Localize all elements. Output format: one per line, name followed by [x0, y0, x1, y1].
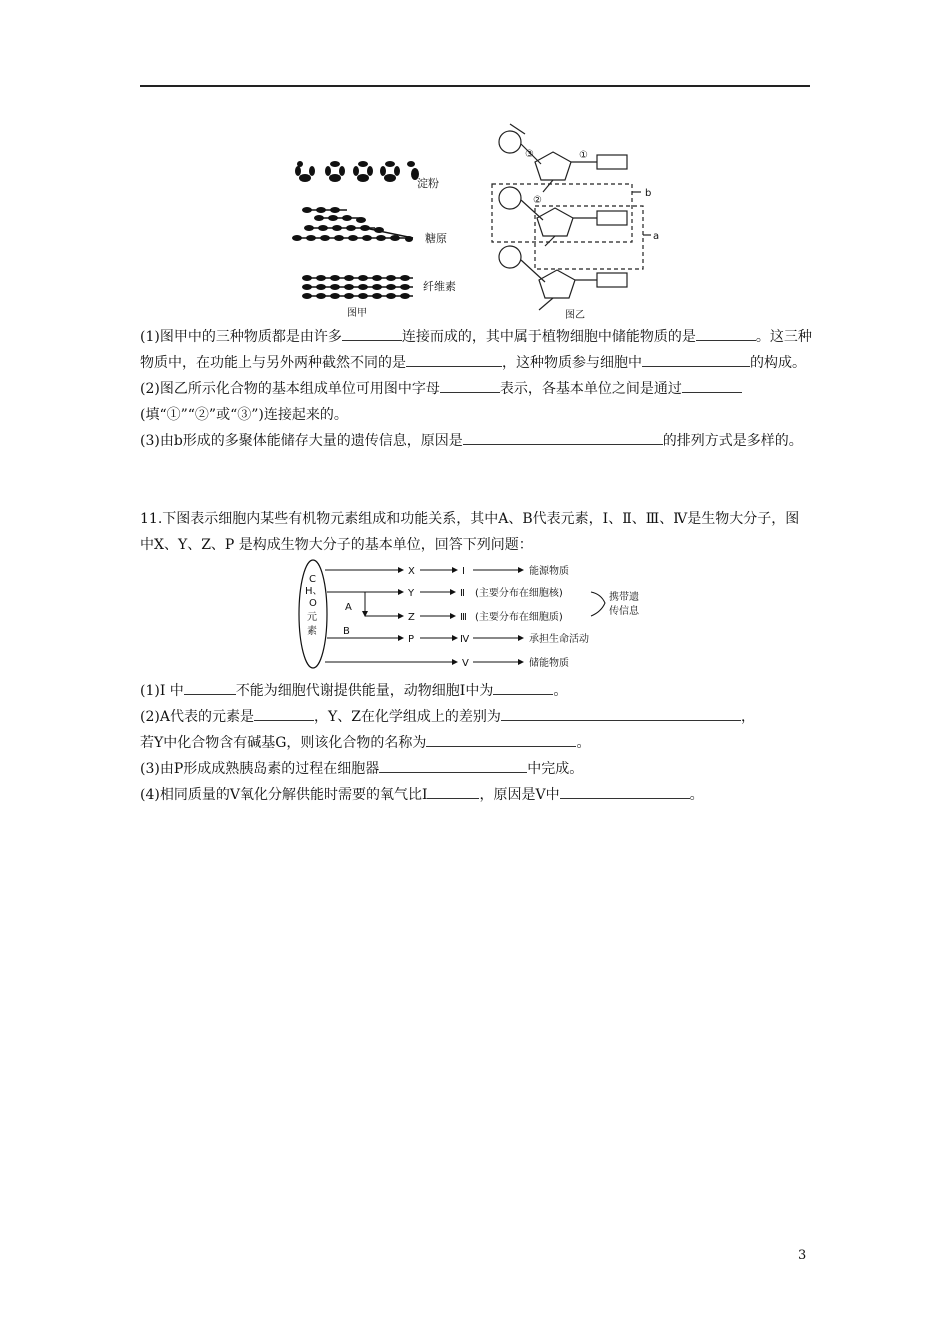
- starch-label: 淀粉: [417, 177, 439, 190]
- answer-blank[interactable]: [184, 678, 236, 695]
- answer-blank[interactable]: [696, 324, 756, 341]
- question-10-parts: [140, 324, 812, 454]
- svg-text:Ⅰ: Ⅰ: [462, 566, 465, 577]
- q10-part-3: (3)由b形成的多聚体能储存大量的遗传信息，原因是 的排列方式是多样的。: [140, 428, 812, 454]
- page-number: 3: [798, 1248, 807, 1263]
- svg-text:P: P: [408, 634, 415, 645]
- answer-blank[interactable]: [682, 376, 742, 393]
- cellulose-diagram: [302, 275, 413, 299]
- answer-blank[interactable]: [406, 350, 502, 367]
- svg-text:Ⅱ: Ⅱ: [460, 588, 465, 599]
- figure-b-caption: 图乙: [565, 310, 585, 321]
- answer-blank[interactable]: [463, 428, 663, 445]
- header-rule: [140, 85, 810, 87]
- svg-text:(主要分布在细胞核): (主要分布在细胞核): [475, 588, 563, 599]
- q11-intro-text: 11.下图表示细胞内某些有机物元素组成和功能关系，其中A、B代表元素，Ⅰ、Ⅱ、Ⅲ、Ⅳ是生物大分子，图中X、Y、Z、P 是构成生物大分子的基本单位，回答下列问题：: [140, 511, 800, 553]
- q10-part-1: (1)图甲中的三种物质都是由许多 连接而成的，其中属于植物细胞中储能物质的是 。这三种物质中，在功能上与另外两种截然不同的是 ，这种物质参与细胞中 的构成。: [140, 324, 812, 376]
- answer-blank[interactable]: [427, 782, 479, 799]
- element-A: A: [345, 602, 352, 613]
- q11-part-3: (3)由P形成成熟胰岛素的过程在细胞器 中完成。: [140, 756, 812, 782]
- glycogen-label: 糖原: [425, 232, 447, 245]
- starch-diagram: [295, 161, 419, 182]
- cellulose-label: 纤维素: [423, 280, 456, 293]
- element-B: B: [343, 626, 350, 637]
- marker-3: ③: [525, 149, 534, 160]
- marker-a: a: [653, 231, 660, 242]
- q11-part-2: (2)A代表的元素是 ，Y、Z在化学组成上的差别为 ，: [140, 704, 812, 730]
- svg-text:元: 元: [307, 612, 317, 623]
- q11-part-1: (1)Ⅰ 中 不能为细胞代谢提供能量，动物细胞Ⅰ中为 。: [140, 678, 812, 704]
- answer-blank[interactable]: [642, 350, 750, 367]
- answer-blank[interactable]: [501, 704, 741, 721]
- glycogen-diagram: [292, 207, 413, 242]
- question-11-intro: [140, 506, 812, 558]
- answer-blank[interactable]: [440, 376, 500, 393]
- svg-text:Ⅲ: Ⅲ: [460, 612, 467, 623]
- svg-text:Z: Z: [408, 612, 415, 623]
- figure-element-flow: [295, 558, 655, 674]
- figure-polysaccharide-nucleotide: [285, 120, 665, 325]
- svg-text:O: O: [309, 598, 317, 609]
- marker-2: ②: [533, 195, 542, 206]
- svg-text:Ⅴ: Ⅴ: [462, 658, 469, 669]
- question-11-parts: [140, 678, 812, 808]
- answer-blank[interactable]: [342, 324, 402, 341]
- svg-text:Y: Y: [408, 588, 415, 599]
- svg-text:承担生命活动: 承担生命活动: [529, 634, 589, 645]
- answer-blank[interactable]: [426, 730, 576, 747]
- svg-text:素: 素: [307, 626, 317, 637]
- svg-text:(主要分布在细胞质): (主要分布在细胞质): [475, 612, 563, 623]
- svg-text:携带遗: 携带遗: [609, 592, 639, 603]
- marker-b: b: [645, 188, 652, 199]
- svg-text:能源物质: 能源物质: [529, 566, 569, 577]
- q11-part-2b: 若Y中化合物含有碱基G，则该化合物的名称为 。: [140, 730, 812, 756]
- svg-text:X: X: [408, 566, 415, 577]
- q11-part-4: (4)相同质量的Ⅴ氧化分解供能时需要的氧气比Ⅰ ，原因是Ⅴ中 。: [140, 782, 812, 808]
- marker-1: ①: [579, 150, 588, 161]
- q10-part-2: (2)图乙所示化合物的基本组成单位可用图中字母 表示，各基本单位之间是通过(填“①”“②”或“③”)连接起来的。: [140, 376, 812, 428]
- svg-text:储能物质: 储能物质: [529, 658, 569, 669]
- answer-blank[interactable]: [254, 704, 314, 721]
- svg-text:H、: H、: [305, 586, 323, 597]
- nucleotide-chain-diagram: [492, 124, 651, 310]
- svg-text:C: C: [309, 574, 316, 585]
- figure-a-caption: 图甲: [347, 308, 367, 319]
- answer-blank[interactable]: [379, 756, 527, 773]
- answer-blank[interactable]: [493, 678, 553, 695]
- answer-blank[interactable]: [560, 782, 690, 799]
- svg-text:Ⅳ: Ⅳ: [460, 634, 470, 645]
- svg-text:传信息: 传信息: [609, 606, 639, 617]
